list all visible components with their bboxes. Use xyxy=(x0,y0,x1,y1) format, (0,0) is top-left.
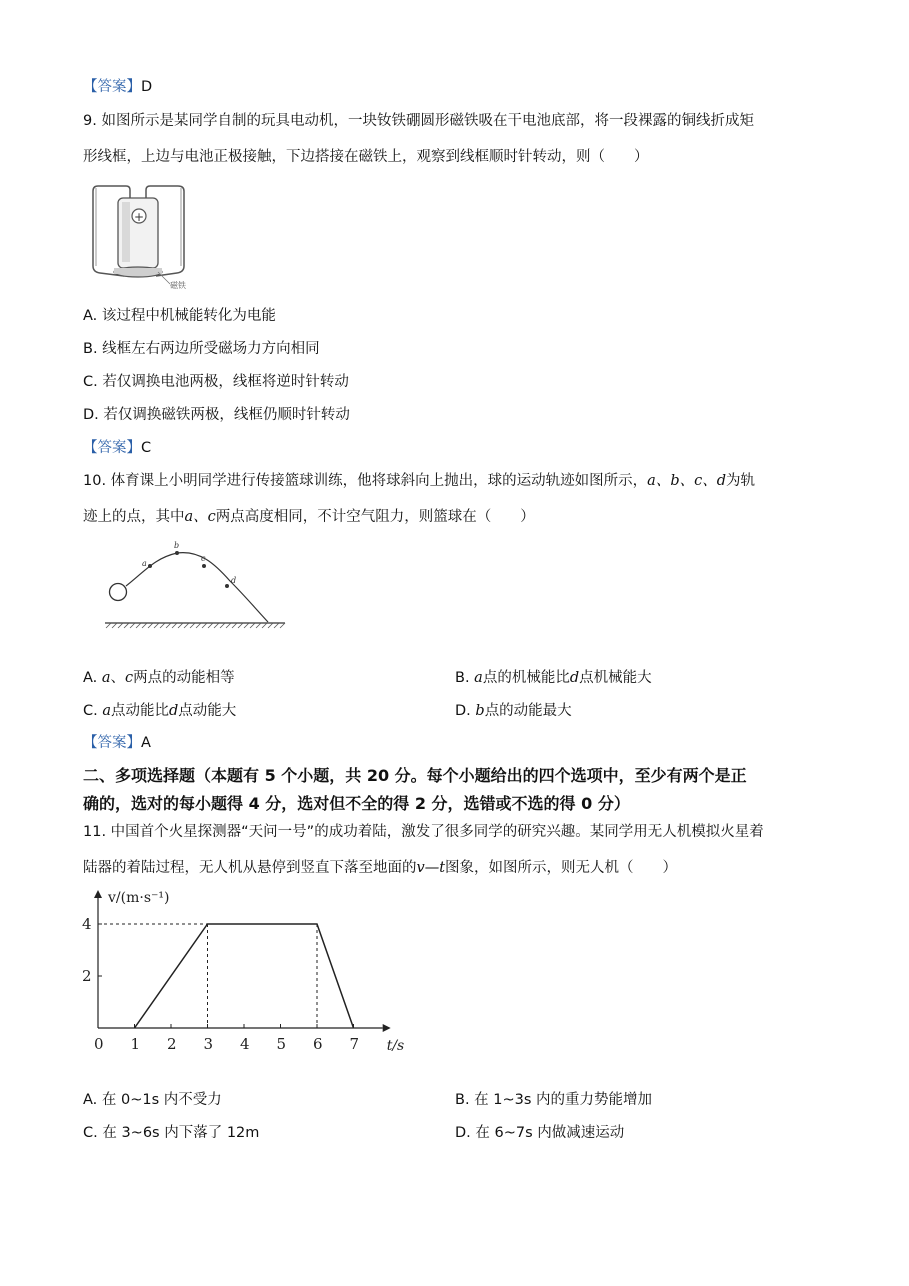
q9-stem-line2: 形线框，上边与电池正极接触，下边搭接在磁铁上，观察到线框顺时针转动，则（ ） xyxy=(83,149,649,165)
x-tick-label: 5 xyxy=(276,1035,287,1053)
q10-stem-text: 迹上的点，其中 xyxy=(83,509,185,525)
answer-value: A xyxy=(141,735,151,751)
q11-option-a[interactable]: A. 在 0~1s 内不受力 xyxy=(83,1092,222,1108)
q11-stem-line2 xyxy=(83,858,677,878)
point-d-label: d xyxy=(231,576,237,585)
point-b xyxy=(175,551,179,555)
q11-option-c[interactable]: C. 在 3~6s 内下落了 12m xyxy=(83,1125,260,1141)
answer-tag: 【答案】 xyxy=(83,735,141,751)
motor-figure xyxy=(88,180,198,292)
q9-option-a[interactable]: A. 该过程中机械能转化为电能 xyxy=(83,308,276,324)
x-tick-label: 4 xyxy=(240,1035,250,1053)
option-var: d xyxy=(169,703,179,719)
section2-heading-line2: 确的，选对的每小题得 4 分，选对但不全的得 2 分，选错或不选的得 0 分） xyxy=(83,794,630,813)
trajectory-curve xyxy=(126,553,268,622)
option-text: 点动能大 xyxy=(178,703,237,719)
y-tick-label: 2 xyxy=(82,967,92,985)
q10-option-d[interactable] xyxy=(455,701,572,721)
q10-stem-text: 两点高度相同，不计空气阻力，则篮球在（ ） xyxy=(215,509,535,525)
point-a xyxy=(148,564,152,568)
option-text: 点的机械能比 xyxy=(482,670,570,686)
point-a-label: a xyxy=(142,559,147,568)
option-var: a xyxy=(474,670,483,686)
option-text: 点的动能最大 xyxy=(484,703,572,719)
answer-line-q8 xyxy=(83,77,152,97)
q11-stem-text: 陆器的着陆过程，无人机从悬停到竖直下落至地面的 xyxy=(83,860,417,876)
option-var: a xyxy=(102,703,111,719)
answer-line-q10 xyxy=(83,733,151,753)
velocity-time-chart xyxy=(76,890,406,1060)
answer-tag: 【答案】 xyxy=(83,79,141,95)
ground-hatching xyxy=(106,623,285,628)
magnet-label: 磁铁 xyxy=(170,281,186,290)
option-text: D. xyxy=(455,703,476,719)
q9-option-d[interactable]: D. 若仅调换磁铁两极，线框仍顺时针转动 xyxy=(83,407,350,423)
answer-line-q9 xyxy=(83,438,151,458)
q11-stem-line1: 11. 中国首个火星探测器“天问一号”的成功着陆，激发了很多同学的研究兴趣。某同学用无人机模拟火星着 xyxy=(83,824,764,840)
option-text: B. xyxy=(455,670,475,686)
point-b-label: b xyxy=(174,541,180,550)
y-tick-label: 4 xyxy=(82,915,92,933)
y-axis-label: v/(m·s⁻¹) xyxy=(108,890,170,906)
x-tick-label: 2 xyxy=(167,1035,177,1053)
x-tick-label: 6 xyxy=(313,1035,323,1053)
point-d xyxy=(225,584,229,588)
q10-stem-vars: a、c xyxy=(184,509,216,525)
section2-heading-line1: 二、多项选择题（本题有 5 个小题，共 20 分。每个小题给出的四个选项中，至少有两个是正 xyxy=(83,766,747,785)
q10-option-a[interactable] xyxy=(83,668,235,688)
basketball-icon xyxy=(110,584,127,601)
q9-option-c[interactable]: C. 若仅调换电池两极，线框将逆时针转动 xyxy=(83,374,349,390)
q10-stem-vars: a、b、c、d xyxy=(647,473,727,489)
plus-label: + xyxy=(133,210,145,224)
q9-option-b[interactable]: B. 线框左右两边所受磁场力方向相同 xyxy=(83,341,320,357)
series-line xyxy=(135,924,354,1028)
q9-stem-line1: 9. 如图所示是某同学自制的玩具电动机，一块钕铁硼圆形磁铁吸在干电池底部，将一段裸露的铜线折成矩 xyxy=(83,113,754,129)
option-var: a xyxy=(101,670,111,686)
x-axis-label: t/s xyxy=(386,1038,405,1054)
y-axis-arrow-icon xyxy=(94,890,102,898)
q11-option-b[interactable]: B. 在 1~3s 内的重力势能增加 xyxy=(455,1092,653,1108)
q10-stem-line2 xyxy=(83,507,535,527)
q11-stem-var: v—t xyxy=(416,860,446,876)
trajectory-figure xyxy=(100,536,292,636)
option-text: C. xyxy=(83,703,103,719)
option-var: c xyxy=(125,670,134,686)
q11-option-d[interactable]: D. 在 6~7s 内做减速运动 xyxy=(455,1125,625,1141)
x-tick-label: 7 xyxy=(349,1035,360,1053)
x-tick-label: 1 xyxy=(130,1035,141,1053)
point-c-label: c xyxy=(201,554,206,563)
x-tick-label: 0 xyxy=(94,1035,104,1053)
q10-stem-text: 10. 体育课上小明同学进行传接篮球训练，他将球斜向上抛出，球的运动轨迹如图所示， xyxy=(83,473,648,489)
q10-option-b[interactable] xyxy=(455,668,652,688)
q10-stem-text: 为轨 xyxy=(726,473,756,489)
q10-stem-line1 xyxy=(83,471,755,491)
x-axis-arrow-icon xyxy=(383,1024,391,1032)
answer-tag: 【答案】 xyxy=(83,440,141,456)
q10-option-c[interactable] xyxy=(83,701,236,721)
point-c xyxy=(202,564,206,568)
answer-value: D xyxy=(141,79,153,95)
option-var: b xyxy=(475,703,485,719)
option-text: 点动能比 xyxy=(111,703,169,719)
x-tick-label: 3 xyxy=(203,1035,214,1053)
option-text: A. xyxy=(83,670,102,686)
option-text: 两点的动能相等 xyxy=(133,670,235,686)
option-text: 、 xyxy=(110,670,126,686)
answer-value: C xyxy=(141,440,152,456)
q11-stem-text: 图象，如图所示，则无人机（ ） xyxy=(445,860,678,876)
option-text: 点机械能大 xyxy=(579,670,652,686)
option-var: d xyxy=(569,670,580,686)
